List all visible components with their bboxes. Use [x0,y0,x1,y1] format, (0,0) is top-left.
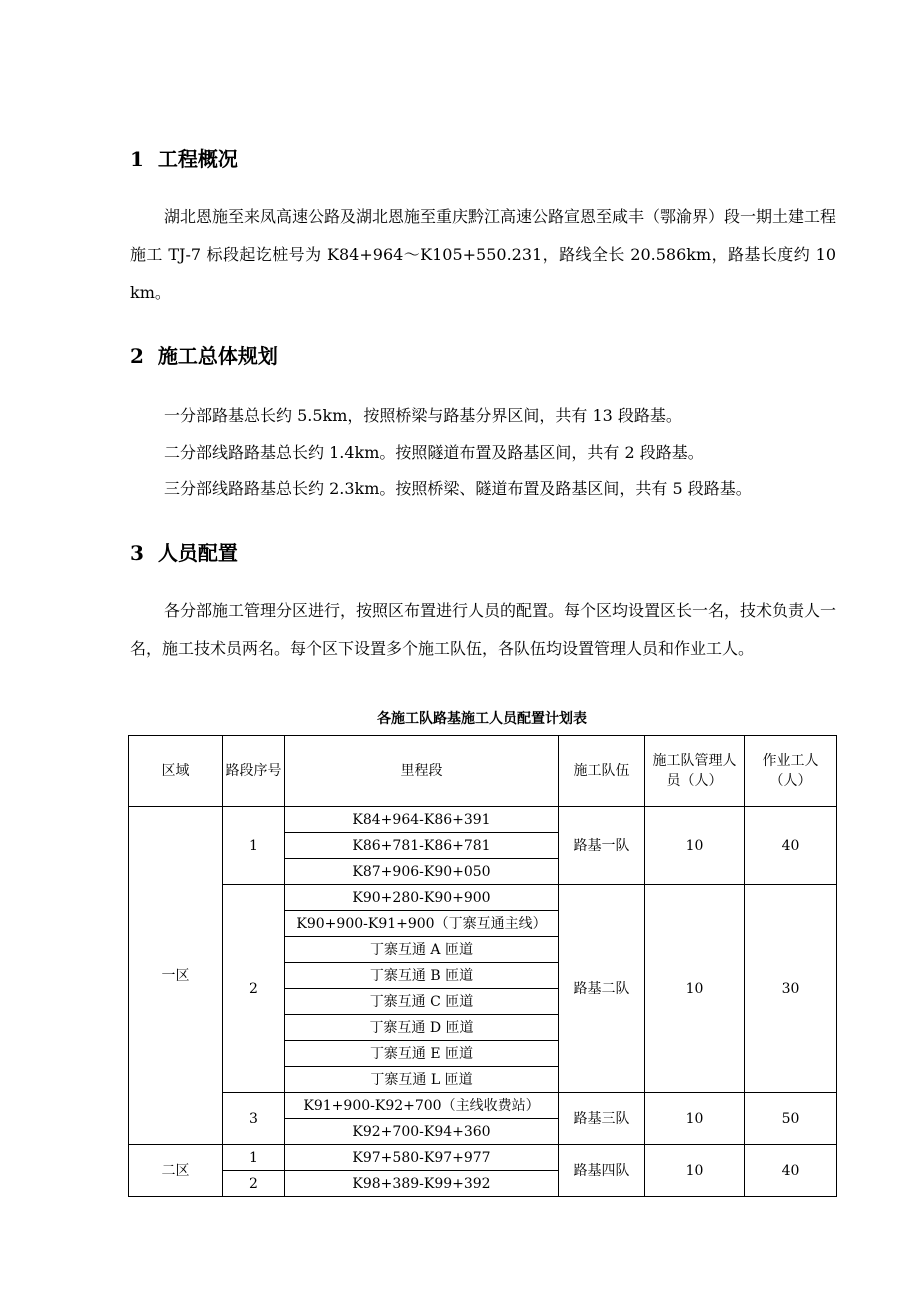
section-2-number: 2 [130,344,144,368]
segment-no-cell: 2 [223,885,285,1093]
section-3-paragraph: 各分部施工管理分区进行，按照区布置进行人员的配置。每个区均设置区长一名，技术负责人一名，施工技术员两名。每个区下设置多个施工队伍，各队伍均设置管理人员和作业工人。 [130,601,837,658]
mileage-cell: K90+280-K90+900 [285,885,559,911]
workers-cell: 50 [745,1093,837,1145]
mileage-cell: 丁寨互通 A 匝道 [285,937,559,963]
mileage-cell: 丁寨互通 D 匝道 [285,1015,559,1041]
mileage-cell: K92+700-K94+360 [285,1119,559,1145]
mileage-cell: K98+389-K99+392 [285,1171,559,1197]
header-managers: 施工队管理人员（人） [645,736,745,807]
table-header-row [129,736,837,807]
staffing-plan-table [128,735,837,1197]
section-1-paragraph: 湖北恩施至来凤高速公路及湖北恩施至重庆黔江高速公路宣恩至咸丰（鄂渝界）段一期土建工程施工 TJ-7 标段起讫桩号为 K84+964～K105+550.231，路线全长 20.586km，路基长度约 10 km。 [130,207,837,302]
mileage-cell: K84+964-K86+391 [285,807,559,833]
segment-no-cell: 3 [223,1093,285,1145]
section-1-number: 1 [130,147,144,171]
mileage-cell: K87+906-K90+050 [285,859,559,885]
section-2-line-2: 二分部线路路基总长约 1.4km。按照隧道布置及路基区间，共有 2 段路基。 [164,443,704,462]
segment-no-cell: 1 [223,1145,285,1171]
segment-no-cell: 2 [223,1171,285,1197]
workers-cell: 40 [745,807,837,885]
mileage-cell: 丁寨互通 L 匝道 [285,1067,559,1093]
managers-cell: 10 [645,807,745,885]
section-1-heading [130,143,238,172]
header-team: 施工队伍 [559,736,645,807]
team-cell: 路基四队 [559,1145,645,1197]
managers-cell: 10 [645,1093,745,1145]
table-row [129,1145,837,1171]
section-3-heading [130,537,238,566]
section-2-title: 施工总体规划 [157,344,278,368]
mileage-cell: K97+580-K97+977 [285,1145,559,1171]
zone-cell: 二区 [129,1145,223,1197]
team-cell: 路基二队 [559,885,645,1093]
header-mileage: 里程段 [285,736,559,807]
header-zone: 区域 [129,736,223,807]
header-segment-no: 路段序号 [223,736,285,807]
workers-cell: 40 [745,1145,837,1197]
table-row [129,807,837,833]
workers-cell: 30 [745,885,837,1093]
header-workers: 作业工人（人） [745,736,837,807]
table-row [129,885,837,911]
section-2-line-3: 三分部线路路基总长约 2.3km。按照桥梁、隧道布置及路基区间，共有 5 段路基。 [164,479,752,498]
mileage-cell: K91+900-K92+700（主线收费站） [285,1093,559,1119]
section-2-line-1: 一分部路基总长约 5.5km，按照桥梁与路基分界区间，共有 13 段路基。 [164,406,682,425]
mileage-cell: 丁寨互通 C 匝道 [285,989,559,1015]
managers-cell: 10 [645,885,745,1093]
managers-cell: 10 [645,1145,745,1197]
mileage-cell: K86+781-K86+781 [285,833,559,859]
section-2-heading [130,340,278,369]
team-cell: 路基一队 [559,807,645,885]
zone-cell: 一区 [129,807,223,1145]
mileage-cell: 丁寨互通 E 匝道 [285,1041,559,1067]
table-row [129,1093,837,1119]
mileage-cell: 丁寨互通 B 匝道 [285,963,559,989]
table-caption: 各施工队路基施工人员配置计划表 [377,711,587,727]
section-3-title: 人员配置 [157,541,238,565]
mileage-cell: K90+900-K91+900（丁寨互通主线） [285,911,559,937]
segment-no-cell: 1 [223,807,285,885]
section-1-title: 工程概况 [157,147,238,171]
team-cell: 路基三队 [559,1093,645,1145]
section-3-number: 3 [130,541,144,565]
